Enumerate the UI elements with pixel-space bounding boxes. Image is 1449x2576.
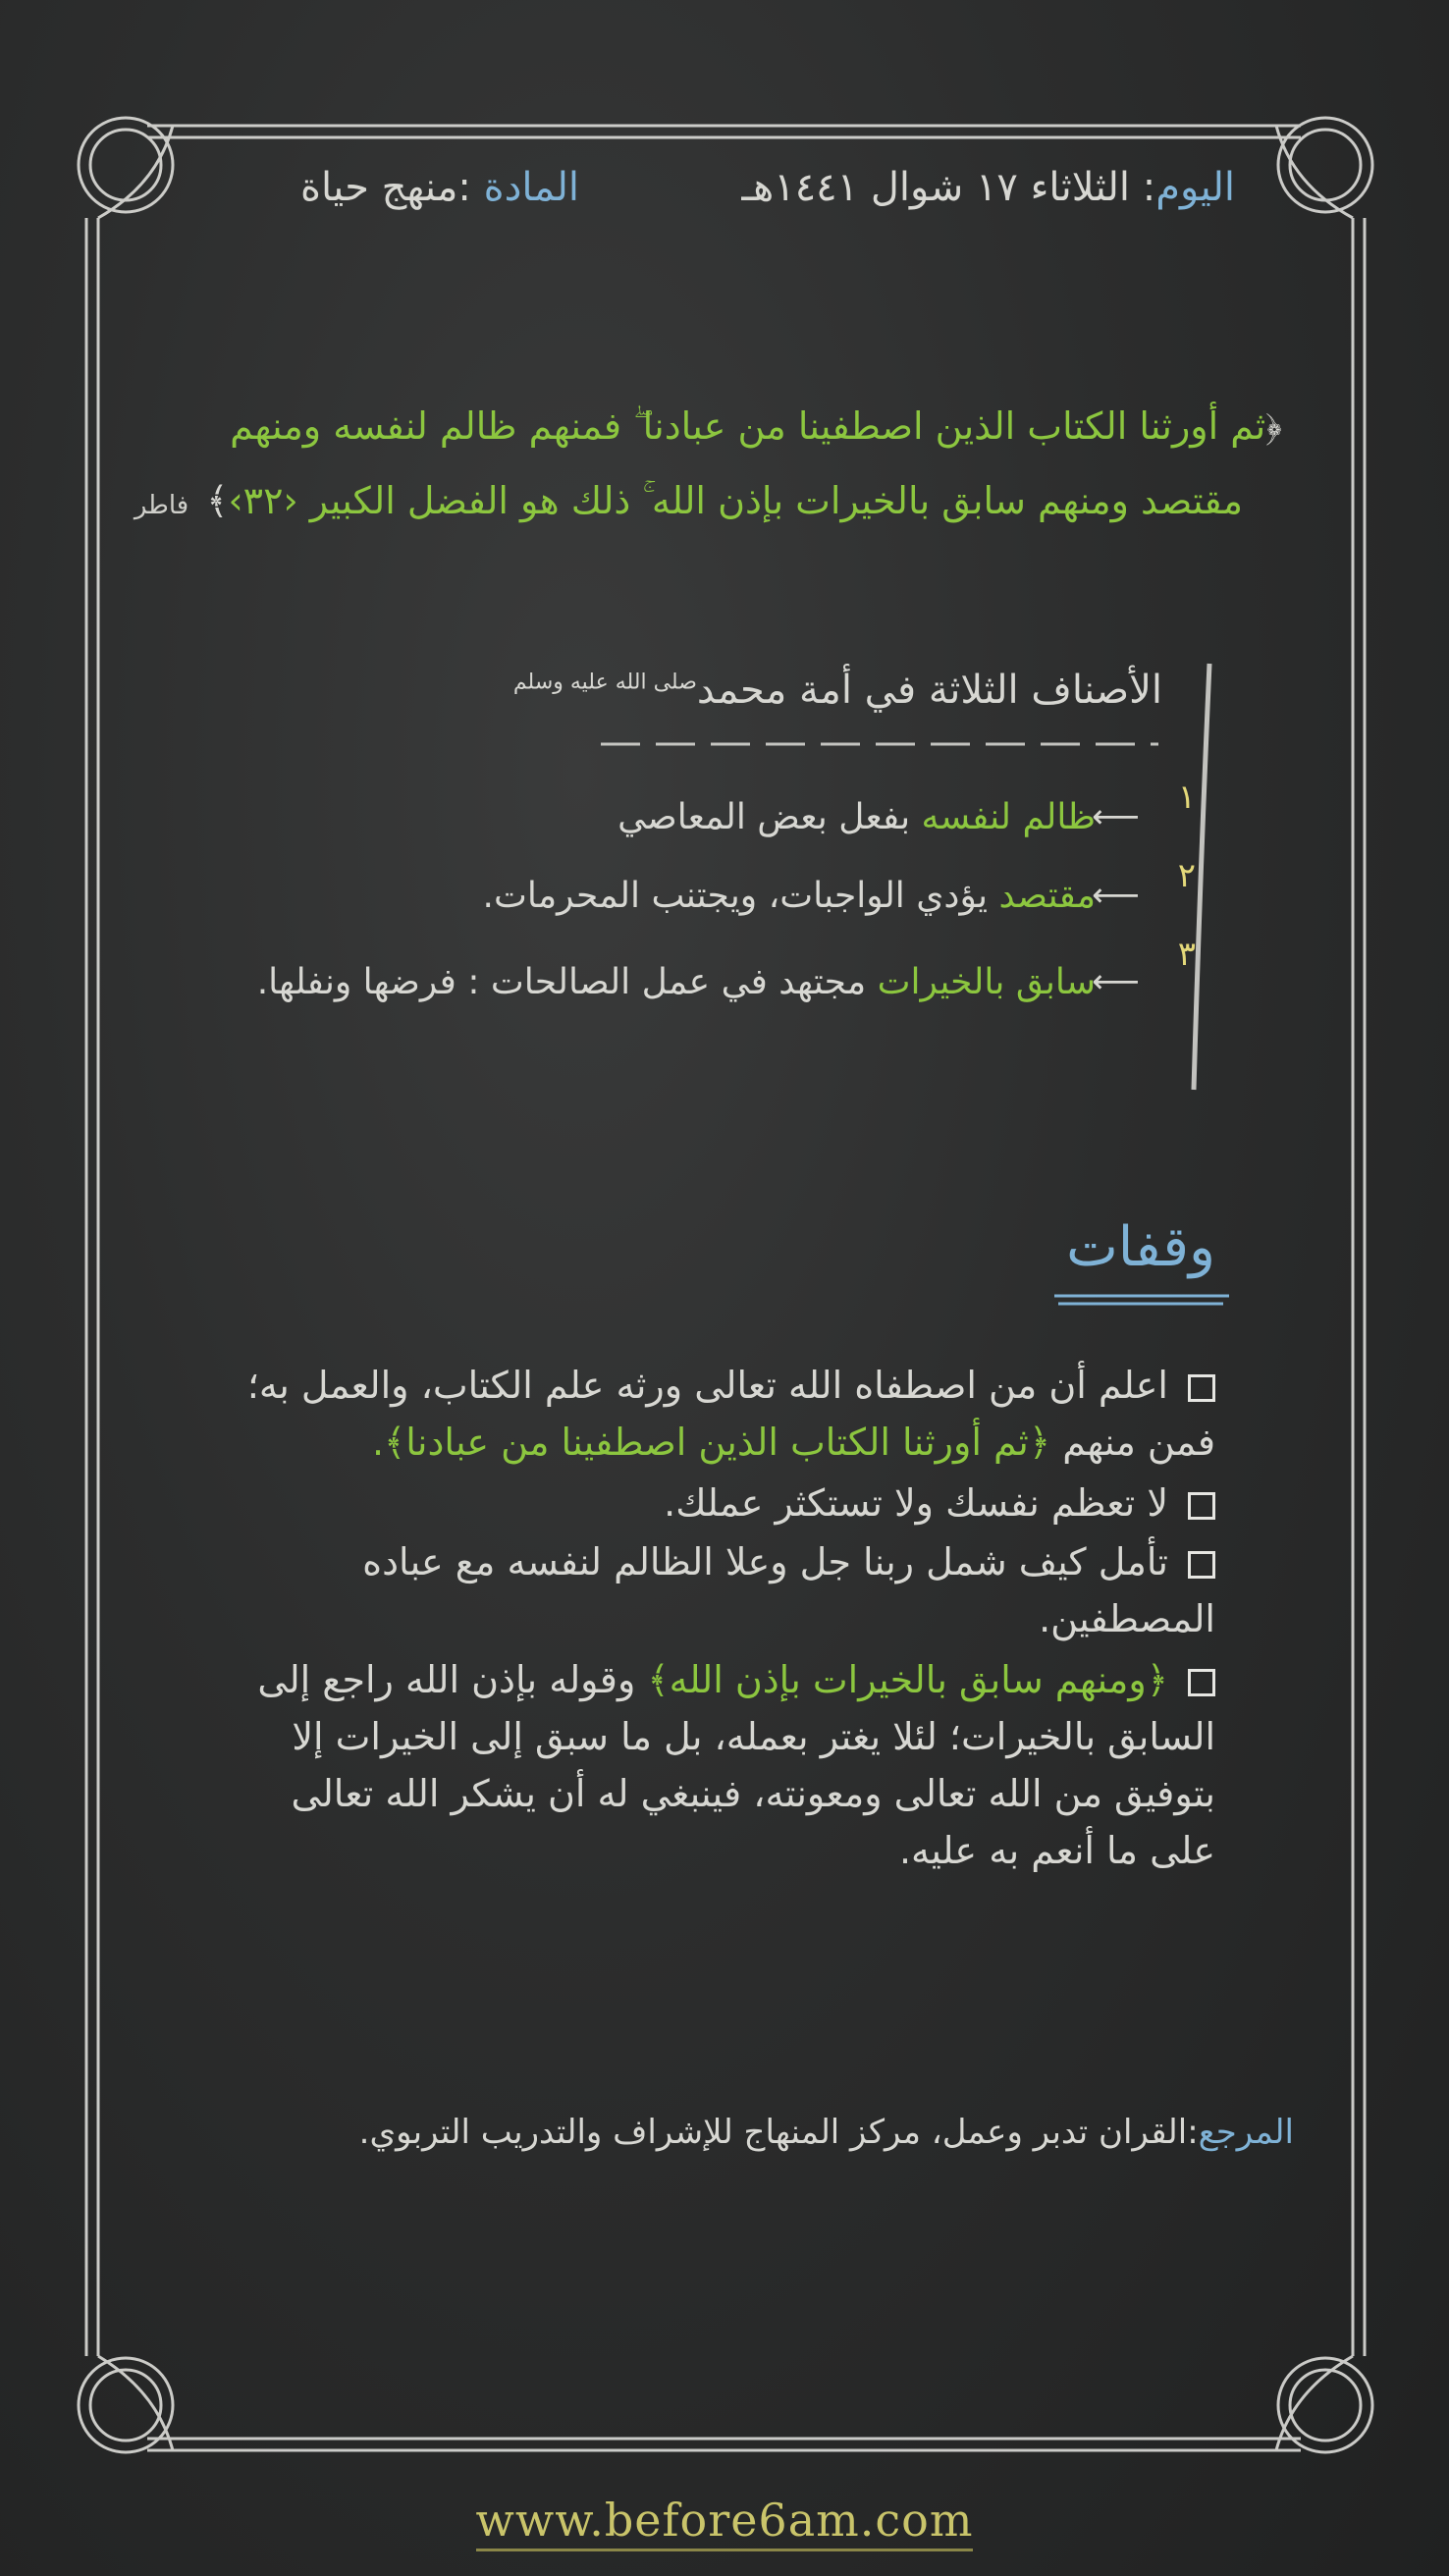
subject-field bbox=[300, 165, 579, 210]
type-desc: يؤدي الواجبات، ويجتنب المحرمات. bbox=[482, 876, 999, 916]
checkbox-icon bbox=[1188, 1669, 1215, 1696]
type-label: سابق بالخيرات bbox=[877, 962, 1096, 1002]
type-item-2 bbox=[483, 876, 1096, 916]
reference-label: المرجع bbox=[1198, 2113, 1294, 2152]
stop-item-3 bbox=[224, 1533, 1215, 1647]
verse-source: فاطر bbox=[134, 491, 189, 520]
stop-item-4-verse: ﴿ومنهم سابق بالخيرات بإذن الله﴾ bbox=[647, 1658, 1168, 1701]
checkbox-icon bbox=[1188, 1551, 1215, 1579]
day-label: اليوم bbox=[1155, 165, 1235, 210]
types-title-text: الأصناف الثلاثة في أمة محمد bbox=[696, 668, 1162, 713]
stop-item-3-text: تأمل كيف شمل ربنا جل وعلا الظالم لنفسه مع عباده المصطفين. bbox=[362, 1540, 1215, 1640]
arrow-icon: ⟵ bbox=[1092, 876, 1140, 915]
verse-open-brace: ﴿ bbox=[1265, 404, 1282, 448]
type-item-3 bbox=[257, 962, 1096, 1002]
stop-item-4 bbox=[224, 1651, 1215, 1879]
pbuh-mark: صلى الله عليه وسلم bbox=[512, 670, 697, 695]
verse-line-2-text: مقتصد ومنهم سابق بالخيرات بإذن الله ۚ ذلك هو الفضل الكبير ‹٣٢› bbox=[228, 479, 1243, 522]
reference bbox=[359, 2113, 1294, 2152]
checkbox-icon bbox=[1188, 1492, 1215, 1520]
verse-line-1-text: ثم أورثنا الكتاب الذين اصطفينا من عبادنا ۖ فمنهم ظالم لنفسه ومنهم bbox=[230, 404, 1266, 448]
verse-close-brace: ﴾ bbox=[206, 479, 229, 522]
subject-value: :منهج حياة bbox=[300, 165, 484, 210]
stop-item-1-text: اعلم أن من اصطفاه الله تعالى ورثه علم الكتاب، والعمل به؛ فمن منهم bbox=[246, 1364, 1215, 1464]
stops-title: وقفات bbox=[1066, 1215, 1215, 1279]
type-number-1: ١ bbox=[1177, 778, 1196, 817]
reference-value: :القران تدبر وعمل، مركز المنهاج للإشراف والتدريب التربوي. bbox=[358, 2113, 1199, 2152]
website-text[interactable]: www.before6am.com bbox=[476, 2494, 974, 2551]
stop-item-1-verse: ﴿ثم أورثنا الكتاب الذين اصطفينا من عبادنا﴾. bbox=[371, 1421, 1051, 1464]
stop-item-1 bbox=[224, 1357, 1215, 1471]
types-title bbox=[513, 668, 1162, 713]
day-value: : الثلاثاء ١٧ شوال ١٤٤١هـ bbox=[741, 165, 1156, 210]
type-label: مقتصد bbox=[998, 876, 1096, 916]
arrow-icon: ⟵ bbox=[1092, 962, 1140, 1001]
type-desc: مجتهد في عمل الصالحات : فرضها ونفلها. bbox=[256, 962, 878, 1002]
type-number-2: ٢ bbox=[1177, 856, 1196, 895]
stop-item-2 bbox=[224, 1475, 1215, 1531]
arrow-icon: ⟵ bbox=[1092, 797, 1140, 836]
type-desc: بفعل بعض المعاصي bbox=[617, 797, 922, 837]
verse-line-1 bbox=[230, 404, 1282, 449]
type-item-1 bbox=[617, 797, 1096, 837]
website-link[interactable] bbox=[0, 2494, 1449, 2547]
day-field bbox=[741, 165, 1235, 210]
verse-line-2 bbox=[134, 479, 1243, 523]
checkbox-icon bbox=[1188, 1374, 1215, 1402]
stop-item-4-text: وقوله بإذن الله راجع إلى السابق بالخيرات؛ لئلا يغتر بعمله، بل ما سبق إلى الخيرات إلا بتوفيق من الله تعالى ومعونته، فينبغي له أن يشكر الله تعالى على ما أنعم به عليه. bbox=[257, 1658, 1215, 1872]
types-bracket bbox=[1194, 664, 1209, 1090]
type-label: ظالم لنفسه bbox=[921, 797, 1096, 837]
subject-label: المادة bbox=[483, 165, 579, 210]
type-number-3: ٣ bbox=[1177, 935, 1196, 974]
stop-item-2-text: لا تعظم نفسك ولا تستكثر عملك. bbox=[664, 1481, 1168, 1525]
